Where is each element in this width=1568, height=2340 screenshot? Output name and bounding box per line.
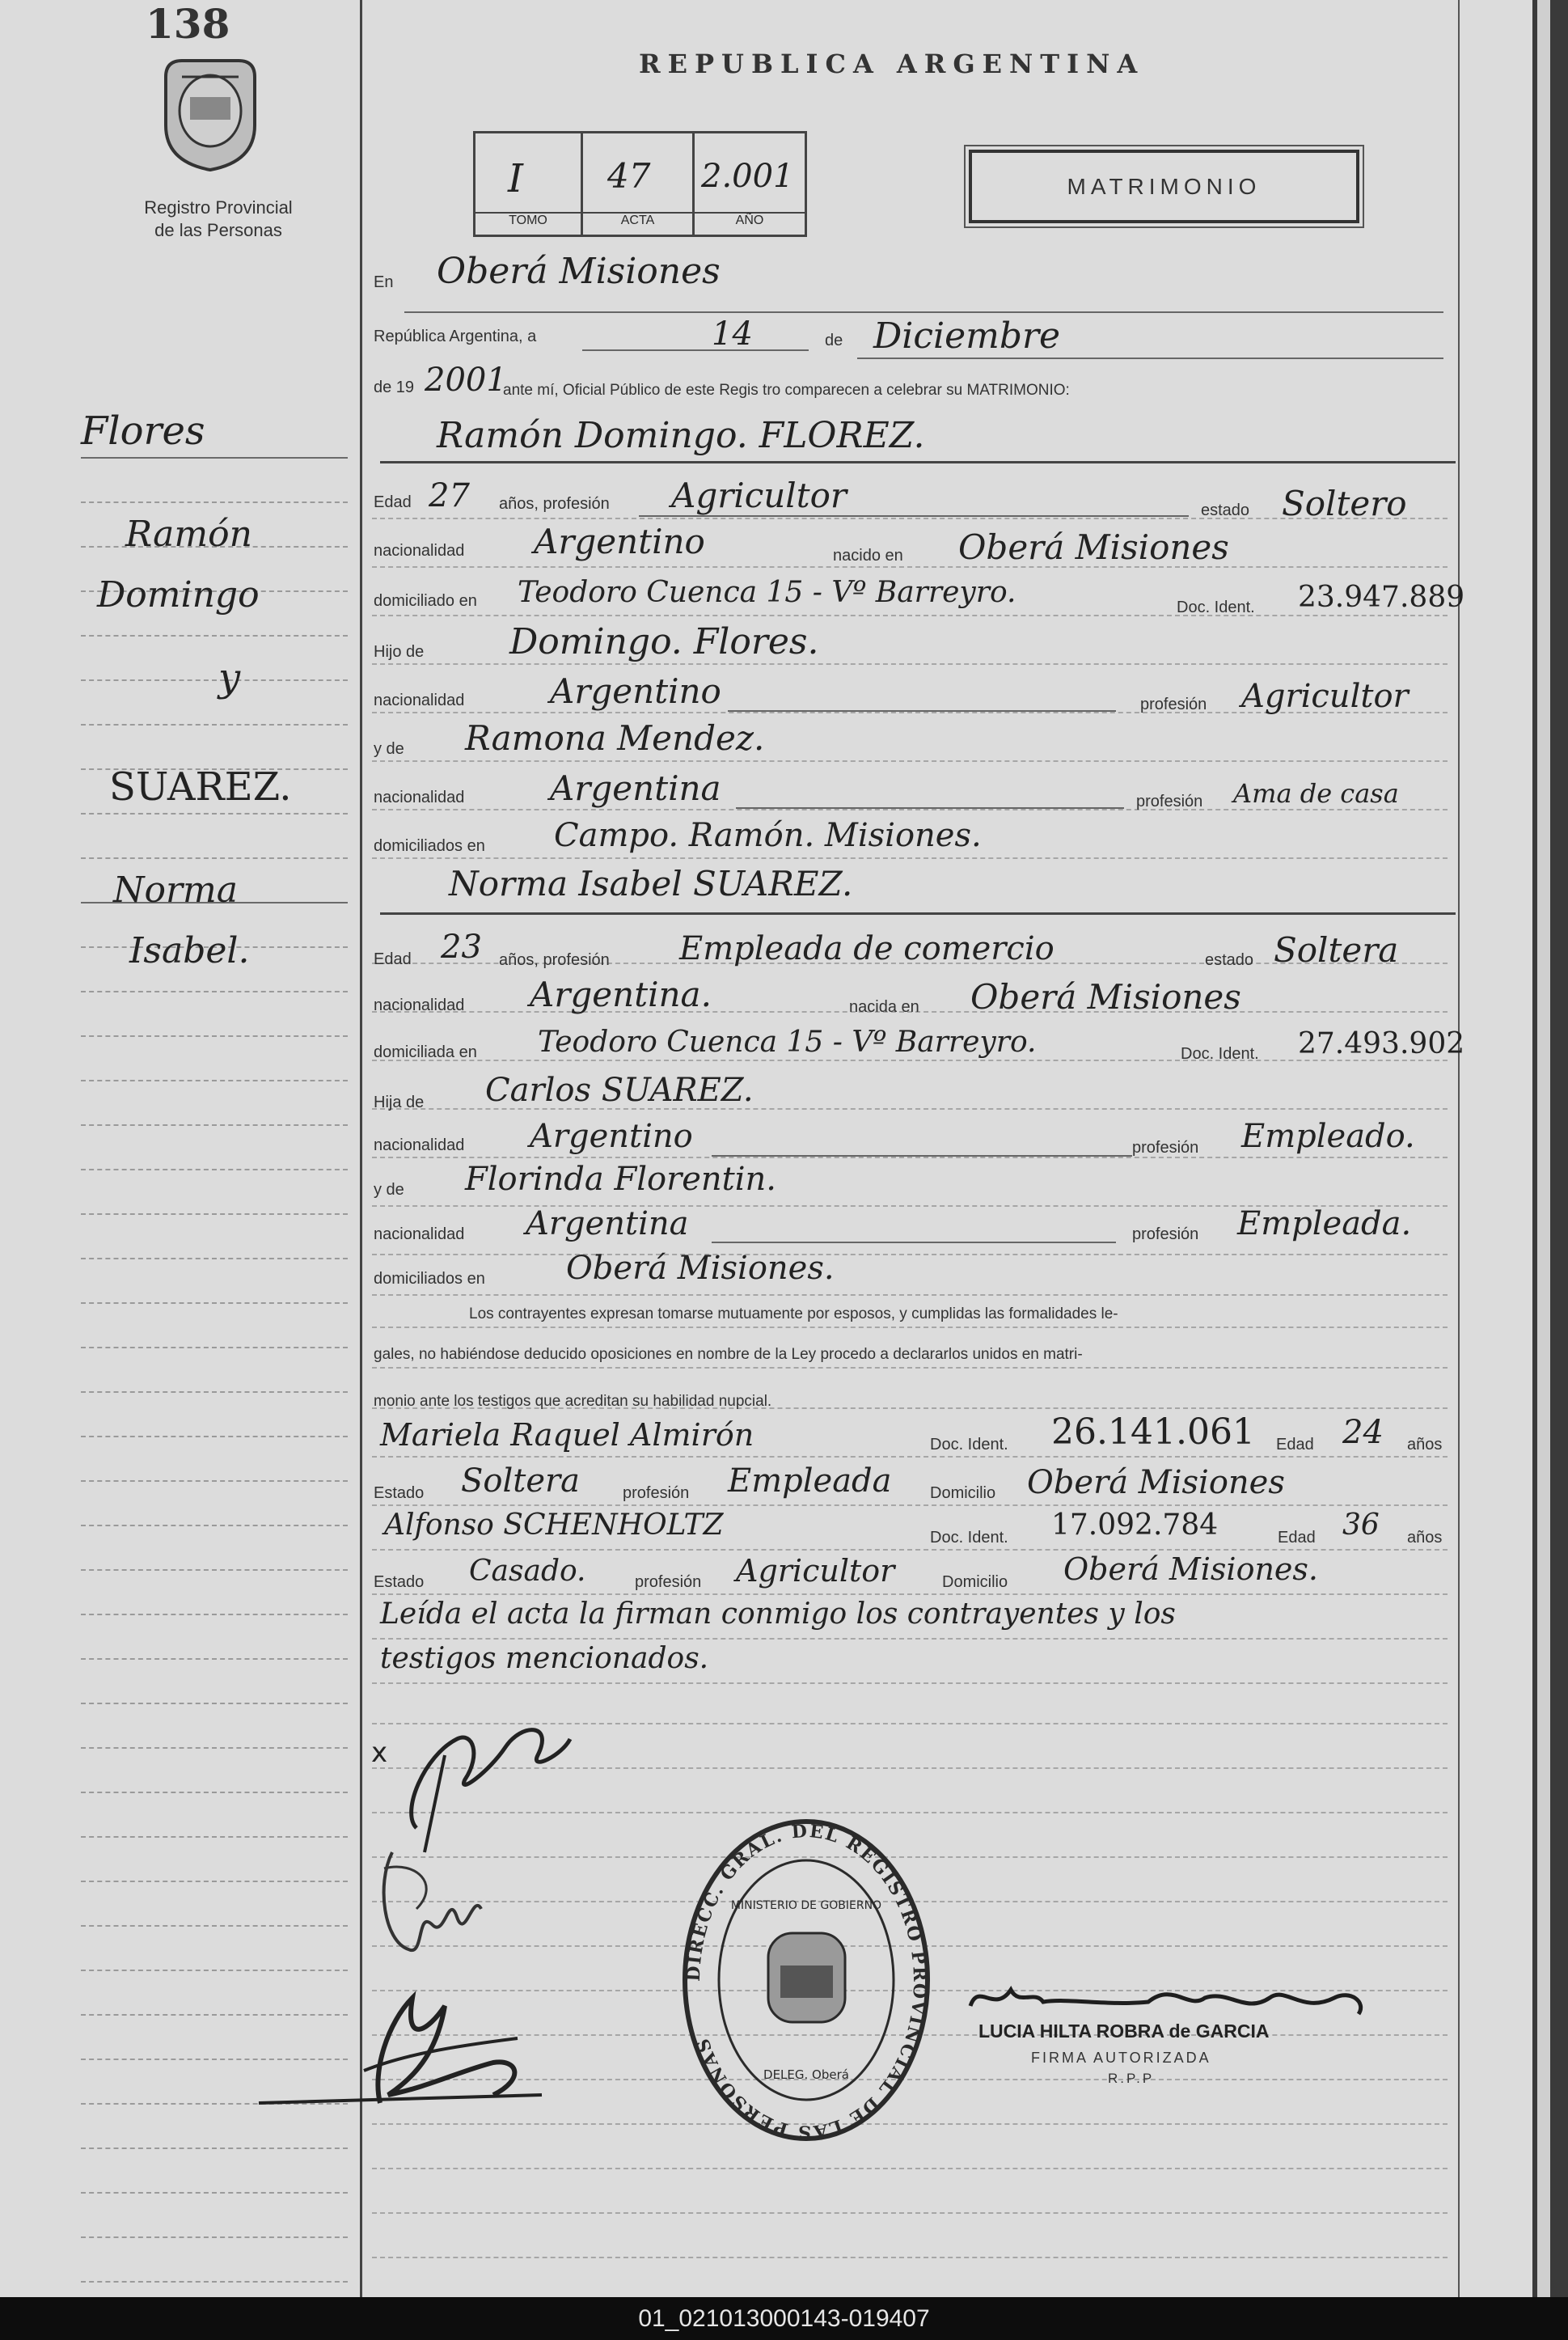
c2-nacida-label: nacida en <box>849 998 919 1016</box>
body-rule-line <box>372 615 1448 616</box>
seal-outer-text: DIRECC. GRAL. DEL REGISTRO PROVINCIAL DE LAS PERSONAS <box>683 1820 931 2143</box>
t2-doc: 17.092.784 <box>1051 1509 1219 1542</box>
acta-label: ACTA <box>583 212 692 228</box>
body-rule-line <box>372 1060 1448 1061</box>
margin-rule-line <box>81 501 348 504</box>
mes-value: Diciembre <box>873 315 1061 357</box>
registry-line1: Registro Provincial <box>144 197 293 218</box>
cierre-line2: testigos mencionados. <box>380 1642 709 1675</box>
t1-doc: 26.141.061 <box>1051 1411 1255 1453</box>
t1-estado-label: Estado <box>374 1484 425 1502</box>
c2-edad: 23 <box>441 929 482 966</box>
margin-conjunction: y <box>218 655 241 700</box>
testigo1-nombre: Mariela Raquel Almirón <box>380 1417 754 1453</box>
tomo-acta-ano-box <box>473 131 807 237</box>
contrayente1-name-line <box>380 461 1456 463</box>
margin-rule-line <box>81 1391 348 1394</box>
c2-madre-prof: Empleada. <box>1237 1205 1412 1242</box>
body-rule-line <box>372 1254 1448 1255</box>
seal-inner-text: MINISTERIO DE GOBIERNO <box>730 1899 882 1912</box>
c2-madre-label: y de <box>374 1181 404 1199</box>
margin-rule-line <box>81 1792 348 1794</box>
ano-value: 2.001 <box>701 158 794 195</box>
c1-doc: 23.947.889 <box>1298 581 1465 614</box>
body-rule-line <box>372 2212 1448 2214</box>
c1-estado: Soltero <box>1282 484 1407 523</box>
registry-seal-icon <box>675 1812 938 2147</box>
c2-estado-label: estado <box>1205 951 1254 969</box>
margin-rule-line <box>81 679 348 682</box>
c2-doc-label: Doc. Ident. <box>1181 1045 1259 1063</box>
margin-rule-line <box>81 1169 348 1171</box>
en-value: Oberá Misiones <box>437 251 721 292</box>
c1-madre-nac-label: nacionalidad <box>374 789 465 806</box>
c2-domicilio: Teodoro Cuenca 15 - Vº Barreyro. <box>538 1026 1037 1059</box>
right-border <box>1458 0 1460 2297</box>
c2-domicilio-label: domiciliada en <box>374 1043 477 1061</box>
country-title: REPUBLICA ARGENTINA <box>639 49 1145 79</box>
t1-edad-label: Edad <box>1276 1436 1314 1454</box>
margin-surname2: SUAREZ. <box>109 764 292 810</box>
margin-divider <box>360 0 362 2297</box>
body-rule-line <box>372 663 1448 665</box>
body-rule-line <box>372 1456 1448 1458</box>
c2-madre-nac: Argentina <box>526 1205 689 1242</box>
c2-padre: Carlos SUAREZ. <box>485 1072 754 1109</box>
registry-line2: de las Personas <box>154 220 282 240</box>
t1-estado: Soltera <box>461 1462 580 1500</box>
ante-mi-text: ante mí, Oficial Público de este Regis tro comparecen a celebrar su MATRIMONIO: <box>503 382 1070 399</box>
dia-fill-line <box>582 349 809 351</box>
c1-nac-label: nacionalidad <box>374 542 465 560</box>
witnesses-signature-icon <box>251 1982 558 2119</box>
tomo-value: I <box>508 156 523 201</box>
c2-profesion: Empleada de comercio <box>679 930 1054 967</box>
c2-profesion-label: años, profesión <box>499 951 610 969</box>
t2-domicilio: Oberá Misiones. <box>1063 1551 1319 1587</box>
next-page-edge <box>1537 0 1550 2297</box>
official-name: LUCIA HILTA ROBRA de GARCIA <box>978 2021 1270 2042</box>
margin-rule-line <box>81 2236 348 2239</box>
margin-rule-line <box>81 2281 348 2283</box>
margin-rule-line <box>81 1480 348 1483</box>
c2-padre-prof: Empleado. <box>1241 1118 1415 1155</box>
tomo-label: TOMO <box>475 212 581 228</box>
c1-madre-label: y de <box>374 740 404 758</box>
testigo2-nombre: Alfonso SCHENHOLTZ <box>384 1509 724 1542</box>
c1-domicilio: Teodoro Cuenca 15 - Vº Barreyro. <box>518 576 1016 609</box>
c1-madre-prof-label: profesión <box>1136 793 1203 810</box>
t2-estado-label: Estado <box>374 1573 425 1591</box>
margin-given1a: Ramón <box>125 514 252 555</box>
c2-madre: Florinda Florentin. <box>465 1161 776 1198</box>
page-edge-shadow <box>1532 0 1568 2297</box>
margin-rule-line <box>81 1925 348 1927</box>
margin-rule-line <box>81 1302 348 1305</box>
c1-padre-prof-label: profesión <box>1140 696 1207 713</box>
body-rule-line <box>372 1638 1448 1640</box>
seal-bottom-text: DELEG. Oberá <box>763 2067 849 2082</box>
c2-nac-label: nacionalidad <box>374 997 465 1014</box>
declaracion-line3: monio ante los testigos que acreditan su habilidad nupcial. <box>374 1393 772 1410</box>
margin-rule-line <box>81 1703 348 1705</box>
t1-doc-label: Doc. Ident. <box>930 1436 1008 1454</box>
en-fill-line <box>404 311 1443 313</box>
margin-rule-line <box>81 2192 348 2194</box>
t2-profesion: Agricultor <box>736 1553 895 1589</box>
act-type: MATRIMONIO <box>1067 173 1262 199</box>
anio-prefix: de 19 <box>374 379 415 396</box>
t2-doc-label: Doc. Ident. <box>930 1529 1008 1547</box>
ano-label: AÑO <box>695 212 805 228</box>
margin-rule-line <box>81 635 348 637</box>
margin-rule-line <box>81 1525 348 1527</box>
c1-padre-prof: Agricultor <box>1241 678 1409 715</box>
official-title: FIRMA AUTORIZADA <box>1031 2050 1211 2066</box>
anio-value: 2001 <box>425 362 507 399</box>
margin-rule-line <box>81 1614 348 1616</box>
margin-rule-line <box>81 457 348 459</box>
contrayente2-name-line <box>380 912 1456 915</box>
body-rule-line <box>372 1593 1448 1595</box>
margin-surname1: Flores <box>81 408 205 454</box>
c1-madre-nac-fill <box>736 807 1124 809</box>
body-rule-line <box>372 1157 1448 1158</box>
act-type-box <box>969 150 1359 223</box>
body-rule-line <box>372 2168 1448 2169</box>
contrayente1-name: Ramón Domingo. FLOREZ. <box>437 415 925 456</box>
c2-padre-nac-fill <box>712 1155 1132 1157</box>
republica-label: República Argentina, a <box>374 328 537 345</box>
t1-profesion-label: profesión <box>623 1484 690 1502</box>
c2-edad-label: Edad <box>374 950 412 968</box>
c2-padres-dom-label: domiciliados en <box>374 1270 485 1288</box>
body-rule-line <box>372 760 1448 762</box>
c2-estado: Soltera <box>1274 930 1399 970</box>
body-rule-line <box>372 1327 1448 1328</box>
c1-edad: 27 <box>429 477 470 514</box>
image-id-caption: 01_021013000143-019407 <box>0 2297 1568 2340</box>
c2-madre-nac-fill <box>712 1242 1116 1243</box>
margin-given1b: Domingo <box>97 574 260 616</box>
c1-nac: Argentino <box>534 522 705 561</box>
c1-padres-dom-label: domiciliados en <box>374 837 485 855</box>
t2-profesion-label: profesión <box>635 1573 702 1591</box>
margin-rule-line <box>81 813 348 815</box>
margin-rule-line <box>81 1436 348 1438</box>
declaracion-line1: Los contrayentes expresan tomarse mutuamente por esposos, y cumplidas las formalidades le- <box>469 1305 1118 1322</box>
official-abbr: R.P.P <box>1108 2071 1155 2086</box>
margin-given2a: Norma <box>113 870 238 911</box>
c1-madre-prof: Ama de casa <box>1233 778 1399 809</box>
margin-rule-line <box>81 1124 348 1127</box>
margin-rule-line <box>81 857 348 860</box>
t1-anos-label: años <box>1407 1436 1443 1454</box>
margin-rule-line <box>81 724 348 726</box>
c1-padre-nac: Argentino <box>550 671 721 711</box>
provincial-emblem-icon <box>158 53 263 174</box>
c2-padre-nac: Argentino <box>530 1118 693 1155</box>
mes-fill-line <box>857 358 1443 359</box>
t1-domicilio: Oberá Misiones <box>1027 1464 1285 1501</box>
c1-estado-label: estado <box>1201 501 1250 519</box>
margin-rule-line <box>81 991 348 993</box>
c1-doc-label: Doc. Ident. <box>1177 599 1255 616</box>
en-label: En <box>374 273 394 291</box>
body-rule-line <box>372 1294 1448 1296</box>
c1-nacido-label: nacido en <box>833 547 903 565</box>
body-rule-line <box>372 1504 1448 1506</box>
margin-rule-line <box>81 1080 348 1082</box>
body-rule-line <box>372 809 1448 810</box>
margin-rule-line <box>81 1213 348 1216</box>
margin-rule-line <box>81 1258 348 1260</box>
margin-rule-line <box>81 1569 348 1572</box>
t2-edad-label: Edad <box>1278 1529 1316 1547</box>
contrayente2-name: Norma Isabel SUAREZ. <box>449 864 853 903</box>
margin-rule-line <box>81 1747 348 1750</box>
c2-nacida-en: Oberá Misiones <box>970 977 1241 1017</box>
c1-profesion-fill <box>639 515 1189 517</box>
c2-madre-prof-label: profesión <box>1132 1225 1199 1243</box>
t1-profesion: Empleada <box>728 1462 892 1500</box>
c2-padre-prof-label: profesión <box>1132 1139 1199 1157</box>
de-label: de <box>825 332 843 349</box>
declaracion-line2: gales, no habiéndose deducido oposiciones en nombre de la Ley procedo a declararlos unidos en matri- <box>374 1346 1083 1363</box>
margin-given2b: Isabel. <box>129 930 250 971</box>
c1-padre-label: Hijo de <box>374 643 425 661</box>
contrayente2-signature-icon <box>368 1836 530 1966</box>
margin-rule-line <box>81 1836 348 1839</box>
c1-nacido-en: Oberá Misiones <box>958 527 1229 567</box>
dia-value: 14 <box>712 315 753 353</box>
registry-name <box>105 197 332 242</box>
c1-profesion-label: años, profesión <box>499 495 610 513</box>
page-number: 138 <box>146 0 230 48</box>
c1-padres-dom: Campo. Ramón. Misiones. <box>554 817 982 854</box>
t2-estado: Casado. <box>469 1555 586 1588</box>
c2-nac: Argentina. <box>530 975 712 1014</box>
t2-edad: 36 <box>1342 1509 1380 1542</box>
c1-madre: Ramona Mendez. <box>465 718 765 758</box>
body-rule-line <box>372 1682 1448 1684</box>
margin-rule-line <box>81 1881 348 1883</box>
c2-padre-label: Hija de <box>374 1094 425 1111</box>
body-rule-line <box>372 1549 1448 1551</box>
c1-padre: Domingo. Flores. <box>509 621 819 662</box>
margin-rule-line <box>81 1970 348 1972</box>
margin-rule-line <box>81 1658 348 1661</box>
cierre-line1: Leída el acta la firman conmigo los contrayentes y los <box>380 1597 1176 1631</box>
t2-anos-label: años <box>1407 1529 1443 1547</box>
body-rule-line <box>372 566 1448 568</box>
body-rule-line <box>372 2257 1448 2258</box>
margin-rule-line <box>81 2147 348 2150</box>
c1-domicilio-label: domiciliado en <box>374 592 477 610</box>
c2-madre-nac-label: nacionalidad <box>374 1225 465 1243</box>
body-rule-line <box>372 857 1448 859</box>
c2-padres-dom: Oberá Misiones. <box>566 1250 835 1287</box>
margin-rule-line <box>81 1347 348 1349</box>
c1-padre-nac-fill <box>728 710 1116 712</box>
svg-text:x: x <box>371 1737 388 1769</box>
c2-padre-nac-label: nacionalidad <box>374 1136 465 1154</box>
c2-doc: 27.493.902 <box>1298 1027 1465 1060</box>
body-rule-line <box>372 1367 1448 1369</box>
t2-domicilio-label: Domicilio <box>942 1573 1008 1591</box>
t1-domicilio-label: Domicilio <box>930 1484 996 1502</box>
t1-edad: 24 <box>1342 1414 1384 1451</box>
c1-profesion: Agricultor <box>671 476 847 515</box>
acta-value: 47 <box>607 156 651 196</box>
c1-madre-nac: Argentina <box>550 768 721 808</box>
c1-padre-nac-label: nacionalidad <box>374 692 465 709</box>
c1-edad-label: Edad <box>374 493 412 511</box>
margin-rule-line <box>81 1035 348 1038</box>
